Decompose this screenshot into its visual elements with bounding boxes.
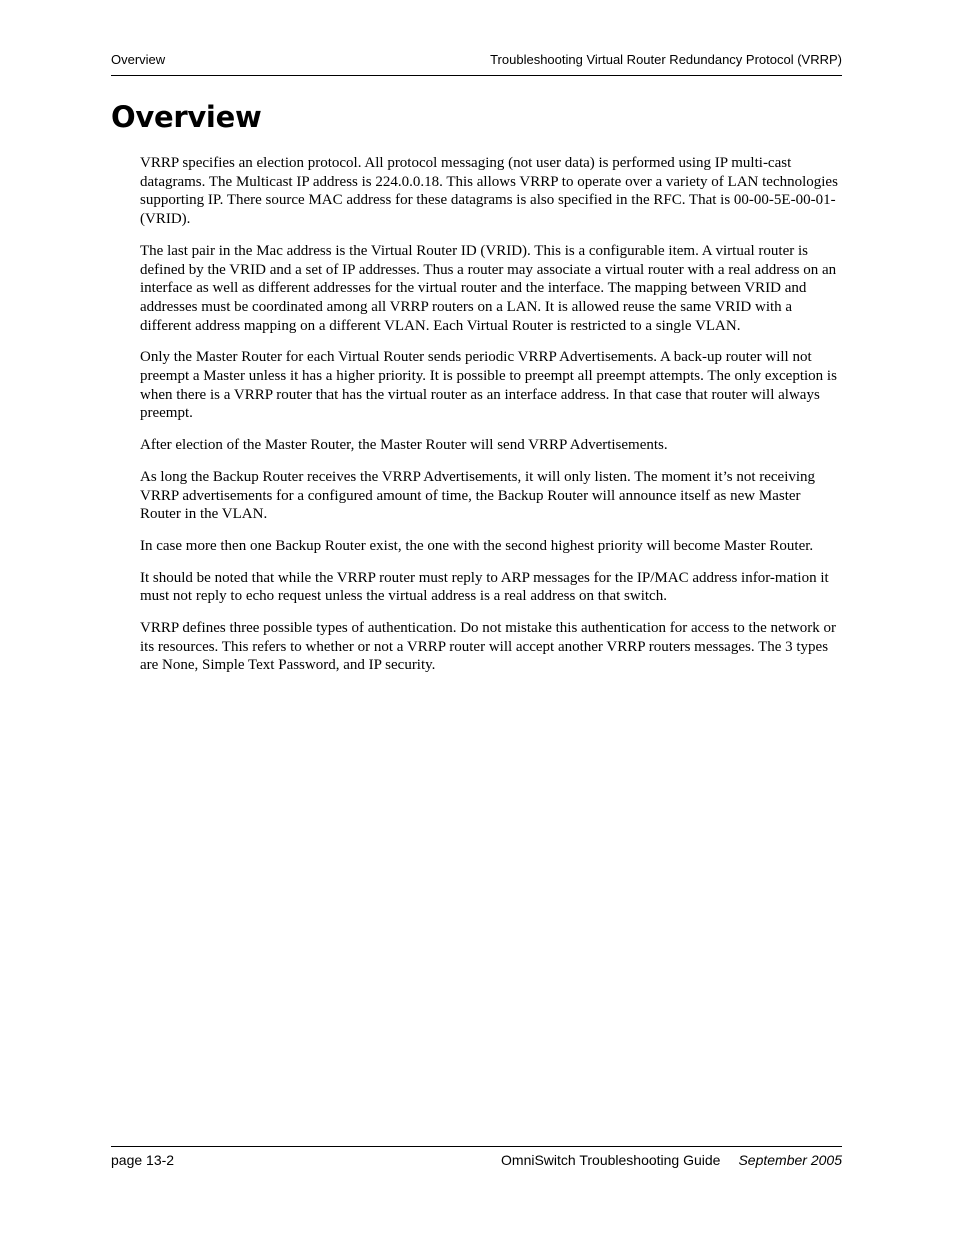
paragraph-2: The last pair in the Mac address is the Virtual Router ID (VRID). This is a configurable item. A virtual router is defined by the VRID and a set of IP addresses. Thus a router may associate a virtual router with a real address on an interface as well as different addresses for the virtual router and the interface. The mapping between VRID and addresses must be coordinated among all VRRP routers on a LAN. It is allowed reuse the same VRID with a different address mapping on a different VLAN. Each Virtual Router is restricted to a single VLAN. [140, 242, 837, 334]
page-header [111, 51, 842, 76]
paragraph-4: After election of the Master Router, the Master Router will send VRRP Advertisements. [140, 437, 668, 454]
paragraph-1: VRRP specifies an election protocol. All protocol messaging (not user data) is performed using IP multi-cast datagrams. The Multicast IP address is 224.0.0.18. This allows VRRP to operate over a variety of LAN technologies supporting IP. There source MAC address for these datagrams is also specified in the RFC. That is 00-00-5E-00-01-(VRID). [140, 155, 838, 228]
footer-guide-info [501, 1152, 842, 1168]
page-title: Overview [111, 100, 262, 134]
paragraph-3: Only the Master Router for each Virtual Router sends periodic VRRP Advertisements. A back-up router will not preempt a Master unless it has a higher priority. It is possible to preempt all preempt attempts. The only exception is when there is a VRRP router that has the virtual router as an interface address. In that case that router will always preempt. [140, 349, 837, 422]
footer-page-number: page 13-2 [111, 1152, 175, 1168]
header-section: Overview [111, 52, 166, 67]
body-text [140, 154, 840, 688]
page-footer [111, 1146, 842, 1168]
paragraph-6: In case more then one Backup Router exist, the one with the second highest priority will become Master Router. [140, 537, 814, 554]
footer-guide-title: OmniSwitch Troubleshooting Guide [501, 1152, 721, 1168]
paragraph-7: It should be noted that while the VRRP router must reply to ARP messages for the IP/MAC address infor-mation it must not reply to echo request unless the virtual address is a real address on that switch. [140, 569, 829, 605]
header-chapter: Troubleshooting Virtual Router Redundancy Protocol (VRRP) [490, 52, 842, 67]
paragraph-8: VRRP defines three possible types of authentication. Do not mistake this authentication for access to the network or its resources. This refers to whether or not a VRRP router will accept another VRRP routers messages. The 3 types are None, Simple Text Password, and IP security. [140, 620, 836, 674]
paragraph-5: As long the Backup Router receives the VRRP Advertisements, it will only listen. The moment it’s not receiving VRRP advertisements for a configured amount of time, the Backup Router will announce itself as new Master Router in the VLAN. [140, 468, 816, 523]
footer-date: September 2005 [738, 1152, 842, 1168]
